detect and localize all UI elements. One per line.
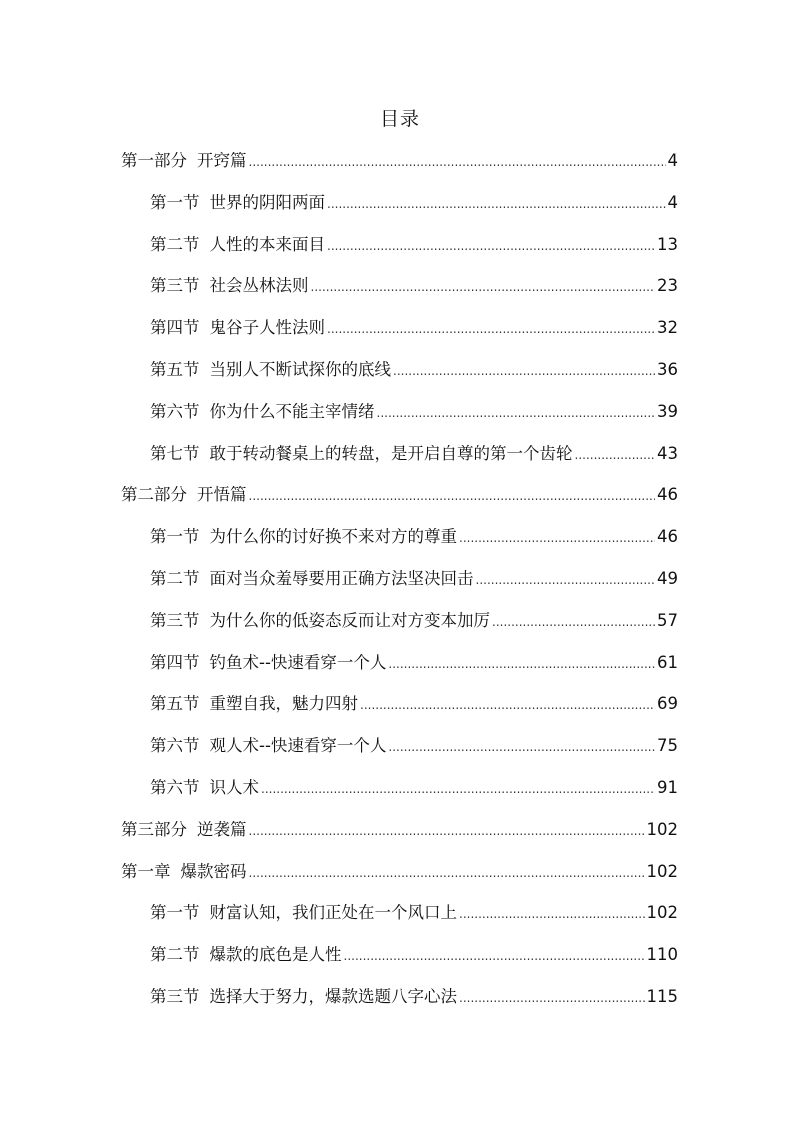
toc-part-entry (0, 140, 800, 182)
dot-leader (575, 435, 656, 477)
toc-entry-number: 第七节 (150, 443, 200, 463)
dot-leader (311, 267, 656, 309)
toc-section-entry (0, 725, 800, 767)
dot-leader (459, 894, 645, 936)
toc-page-number: 4 (667, 192, 678, 212)
toc-entry-label (150, 307, 325, 349)
toc-section-entry (0, 934, 800, 976)
toc-entry-title: 财富认知，我们正处在一个风口上 (209, 903, 457, 923)
toc-entry-title: 为什么你的低姿态反而让对方变本加厉 (209, 610, 490, 630)
toc-entry-label (150, 892, 457, 934)
toc-page-number: 4 (667, 151, 678, 170)
toc-page-number: 110 (646, 945, 678, 965)
toc-page-number: 102 (646, 861, 678, 881)
toc-page-number: 49 (657, 568, 678, 588)
toc-section-entry (0, 516, 800, 558)
toc-page-number: 32 (657, 318, 678, 338)
toc-page-number: 115 (646, 986, 678, 1006)
dot-leader (344, 936, 645, 978)
dot-leader (459, 518, 655, 560)
toc-page-number: 91 (657, 777, 678, 797)
toc-page-number: 39 (657, 401, 678, 421)
toc-entry-label (150, 725, 386, 767)
dot-leader (476, 560, 656, 602)
toc-entry-number: 第一节 (150, 903, 200, 923)
toc-entry-title: 爆款的底色是人性 (209, 945, 342, 965)
toc-section-entry (0, 307, 800, 349)
toc-entry-title: 爆款密码 (180, 861, 247, 881)
page-title: 目录 (379, 108, 420, 130)
toc-entry-label (150, 265, 309, 307)
toc-entry-title: 面对当众羞辱要用正确方法坚决回击 (209, 568, 474, 588)
toc-section-entry (0, 892, 800, 934)
toc-entry-title: 为什么你的讨好换不来对方的尊重 (209, 527, 457, 547)
dot-leader (249, 811, 645, 853)
dot-leader (327, 226, 655, 268)
toc-entry-number: 第二节 (150, 568, 200, 588)
toc-entry-number: 第二节 (150, 234, 200, 254)
toc-entry-number: 第一部分 (121, 151, 187, 170)
dot-leader (388, 644, 655, 686)
toc-entry-label (150, 391, 375, 433)
toc-page-number: 75 (657, 736, 678, 756)
toc-entry-label (150, 349, 391, 391)
toc-page-number: 46 (657, 527, 678, 547)
toc-entry-number: 第四节 (150, 652, 200, 672)
toc-entry-label (150, 683, 358, 725)
toc-entry-number: 第三节 (150, 986, 200, 1006)
toc-entry-title: 人性的本来面目 (209, 234, 325, 254)
toc-section-entry (0, 558, 800, 600)
toc-section-entry (0, 976, 800, 1018)
toc-entry-label (150, 516, 457, 558)
toc-entry-label (121, 474, 247, 516)
toc-section-entry (0, 182, 800, 224)
toc-page-number: 102 (646, 903, 678, 923)
toc-page-number: 36 (657, 359, 678, 379)
toc-section-entry (0, 391, 800, 433)
toc-entry-title: 选择大于努力，爆款选题八字心法 (209, 986, 457, 1006)
toc-entry-label (150, 558, 474, 600)
dot-leader (459, 978, 645, 1020)
toc-entry-number: 第六节 (150, 777, 200, 797)
toc-page-number: 61 (657, 652, 678, 672)
toc-entry-label (150, 934, 342, 976)
dot-leader (360, 685, 655, 727)
toc-section-entry (0, 433, 800, 475)
toc-entry-label (150, 767, 259, 809)
toc-entry-label (150, 600, 490, 642)
toc-entry-label (121, 851, 247, 893)
toc-entry-number: 第一节 (150, 192, 200, 212)
dot-leader (249, 142, 666, 184)
dot-leader (249, 853, 645, 895)
dot-leader (492, 602, 655, 644)
toc-entry-label (150, 224, 325, 266)
toc-page-number: 57 (657, 610, 678, 630)
toc-part-entry (0, 474, 800, 516)
toc-entry-number: 第四节 (150, 318, 200, 338)
toc-part-entry (0, 809, 800, 851)
toc-entry-label (121, 809, 247, 851)
toc-entry-number: 第三节 (150, 276, 200, 296)
dot-leader (261, 769, 655, 811)
toc-entry-title: 识人术 (209, 777, 259, 797)
toc-entry-title: 重塑自我，魅力四射 (209, 694, 358, 714)
toc-entry-title: 当别人不断试探你的底线 (209, 359, 391, 379)
toc-part-entry (0, 851, 800, 893)
toc-section-entry (0, 683, 800, 725)
dot-leader (377, 393, 656, 435)
toc-list (0, 140, 800, 1018)
toc-entry-title: 鬼谷子人性法则 (209, 318, 325, 338)
toc-entry-title: 观人术--快速看穿一个人 (209, 736, 387, 756)
toc-entry-title: 世界的阴阳两面 (209, 192, 325, 212)
toc-entry-number: 第六节 (150, 736, 200, 756)
toc-entry-number: 第二节 (150, 945, 200, 965)
dot-leader (393, 351, 655, 393)
toc-entry-label (150, 976, 457, 1018)
toc-section-entry (0, 265, 800, 307)
toc-entry-number: 第五节 (150, 359, 200, 379)
toc-page-number: 23 (657, 276, 678, 296)
toc-section-entry (0, 349, 800, 391)
toc-entry-title: 开窍篇 (197, 151, 247, 170)
toc-entry-label (150, 182, 325, 224)
dot-leader (327, 309, 655, 351)
toc-entry-number: 第一章 (121, 861, 171, 881)
toc-entry-number: 第二部分 (121, 485, 187, 505)
dot-leader (327, 184, 666, 226)
toc-section-entry (0, 767, 800, 809)
toc-section-entry (0, 600, 800, 642)
toc-page-number: 102 (646, 819, 678, 839)
toc-entry-title: 逆袭篇 (197, 819, 247, 839)
toc-entry-label (121, 140, 247, 182)
toc-entry-title: 社会丛林法则 (209, 276, 309, 296)
toc-page-number: 43 (657, 443, 678, 463)
toc-entry-title: 敢于转动餐桌上的转盘，是开启自尊的第一个齿轮 (209, 443, 573, 463)
dot-leader (249, 476, 656, 518)
toc-section-entry (0, 642, 800, 684)
toc-page-number: 46 (657, 485, 678, 505)
toc-entry-title: 开悟篇 (197, 485, 247, 505)
toc-page-number: 69 (657, 694, 678, 714)
toc-entry-number: 第五节 (150, 694, 200, 714)
toc-entry-label (150, 642, 386, 684)
toc-entry-label (150, 433, 573, 475)
toc-entry-number: 第三节 (150, 610, 200, 630)
toc-entry-number: 第六节 (150, 401, 200, 421)
toc-entry-number: 第三部分 (121, 819, 187, 839)
toc-section-entry (0, 224, 800, 266)
dot-leader (388, 727, 655, 769)
toc-entry-title: 你为什么不能主宰情绪 (209, 401, 375, 421)
toc-entry-title: 钓鱼术--快速看穿一个人 (209, 652, 387, 672)
toc-entry-number: 第一节 (150, 527, 200, 547)
toc-page-number: 13 (657, 234, 678, 254)
